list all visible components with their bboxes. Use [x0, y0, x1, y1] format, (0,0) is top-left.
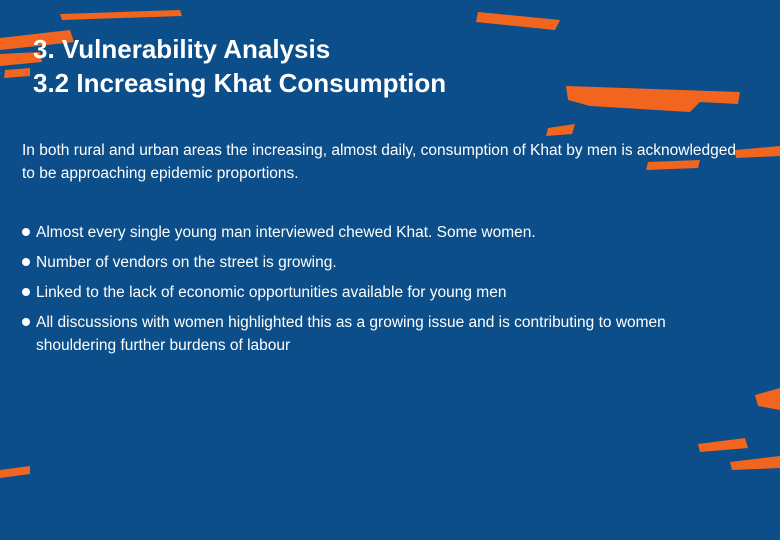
brush-stroke-top [60, 10, 182, 20]
brush-stroke-lower-right [755, 388, 780, 410]
brush-stroke-top-center [476, 12, 560, 30]
title-line-2: 3.2 Increasing Khat Consumption [33, 68, 447, 98]
intro-paragraph: In both rural and urban areas the increasing, almost daily, consumption of Khat by men is acknowledged to be approaching epidemic proportions. [22, 142, 736, 182]
bullet-dot-icon [22, 228, 30, 236]
bullet-dot-icon [22, 288, 30, 296]
bullet-item [20, 251, 740, 274]
bullet-item [20, 221, 740, 244]
bullet-item [20, 281, 740, 304]
bullet-item [20, 311, 740, 357]
brush-stroke-left-small [4, 68, 30, 78]
bullet-text: Almost every single young man interviewed chewed Khat. Some women. [36, 224, 536, 241]
brush-stroke-lower-right-small [698, 438, 748, 452]
title-line-1: 3. Vulnerability Analysis [33, 34, 331, 64]
brush-stroke-lower-right-edge [730, 456, 780, 470]
bullet-text: Linked to the lack of economic opportunities available for young men [36, 284, 507, 301]
bullet-dot-icon [22, 258, 30, 266]
bullet-dot-icon [22, 318, 30, 326]
bullet-text: Number of vendors on the street is growing. [36, 254, 337, 271]
brush-stroke-right [566, 86, 740, 112]
brush-stroke-bottom-left [0, 466, 30, 478]
bullet-text: All discussions with women highlighted this as a growing issue and is contributing to women shouldering further burdens of labour [36, 314, 666, 354]
brush-stroke-right-small [546, 124, 575, 136]
bullet-list [20, 221, 740, 364]
slide-title [33, 32, 446, 100]
